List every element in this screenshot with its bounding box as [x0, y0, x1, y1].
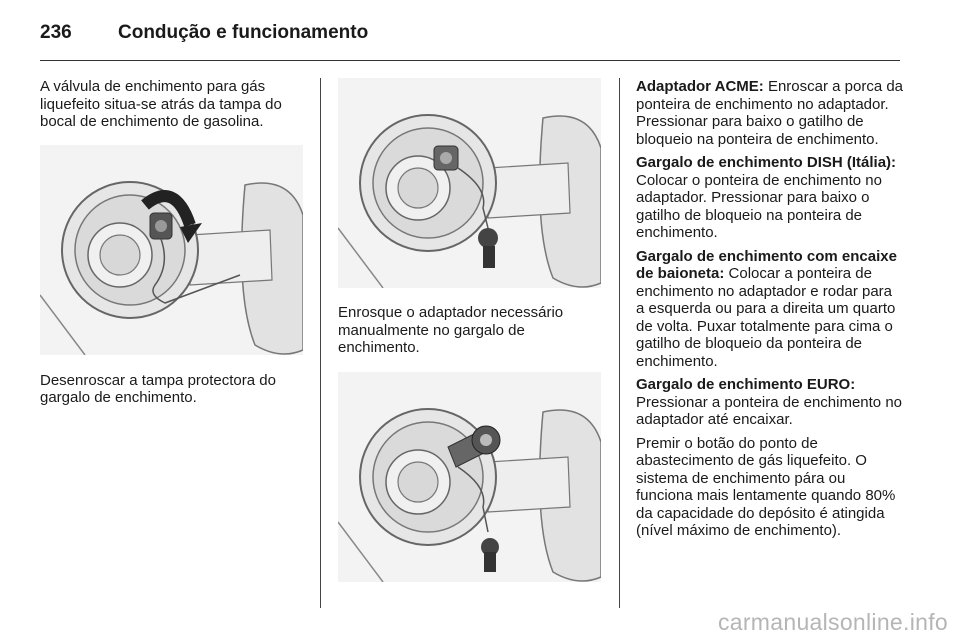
figure-unscrew-cap	[40, 145, 303, 355]
column-divider-2	[619, 78, 620, 608]
figure-2-caption: Enrosque o adaptador necessário manualmente no gargalo de enchimento.	[338, 304, 564, 356]
instruction-euro: Gargalo de enchimento EURO: Pressionar a ponteira de enchimento no adaptador até encaixar.	[636, 376, 903, 428]
column-3	[636, 78, 904, 546]
chapter-title: Condução e funcionamento	[118, 22, 369, 43]
header-rule	[40, 60, 900, 61]
instruction-dish: Gargalo de enchimento DISH (Itália): Colocar o ponteira de enchimento no adaptador. Pressionar para baixo o gatilho de bloqueio na ponteira de enchimento.	[636, 154, 897, 241]
page-number: 236	[40, 22, 72, 43]
column-divider-1	[320, 78, 321, 608]
final-paragraph: Premir o botão do ponto de abastecimento de gás liquefeito. O sistema de enchimento pára ou funciona mais lentamente quando 80% da capacidade do depósito é atingida (nível máximo de enchimento).	[636, 434, 896, 539]
page-header	[40, 22, 368, 52]
figure-adapter-on-filler	[338, 372, 601, 582]
figure-adapter-installed	[338, 78, 601, 288]
figure-1-caption: Desenroscar a tampa protectora do gargalo de enchimento.	[40, 371, 276, 406]
watermark: carmanualsonline.info	[717, 609, 948, 635]
instruction-acme: Adaptador ACME: Enroscar a porca da ponteira de enchimento no adaptador. Pressionar para baixo o gatilho de bloqueio na ponteira de enchimento.	[636, 78, 904, 148]
instruction-bayonet: Gargalo de enchimento com encaixe de baioneta: Colocar a ponteira de enchimento no adaptador e rodar para a esquerda ou para a direita um quarto de volta. Puxar totalmente para cima o gatilho de bloqueio da ponteira de enchimento.	[636, 247, 897, 370]
column-2	[338, 78, 604, 582]
column-1	[40, 78, 308, 407]
intro-paragraph: A válvula de enchimento para gás liquefeito situa-se atrás da tampa do bocal de enchimento de gasolina.	[40, 78, 282, 130]
